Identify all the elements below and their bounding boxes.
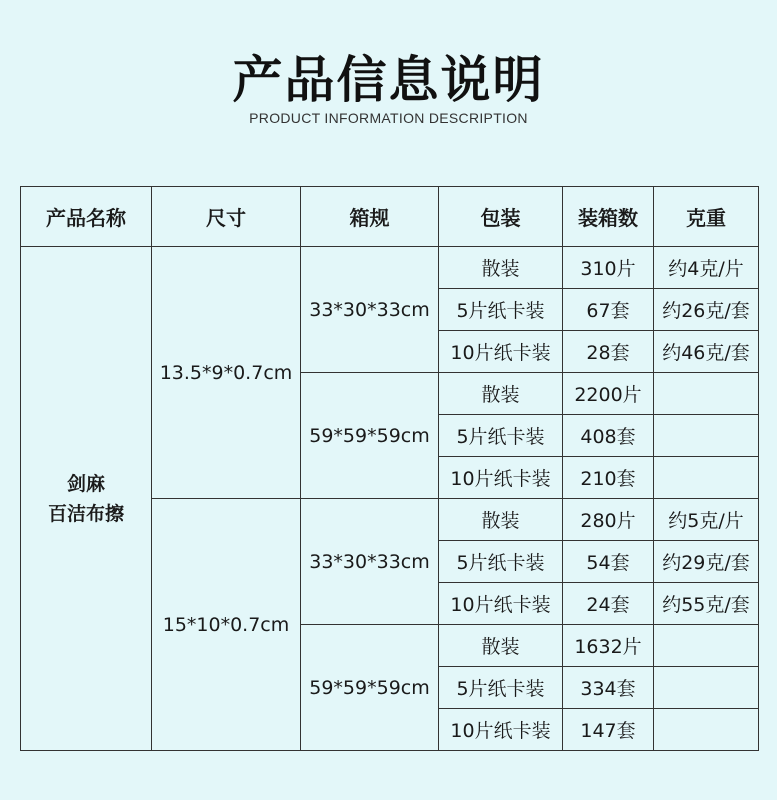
count-cell: 147套 bbox=[563, 709, 654, 751]
page-subtitle: PRODUCT INFORMATION DESCRIPTION bbox=[249, 110, 528, 126]
header-box-spec: 箱规 bbox=[301, 187, 439, 247]
product-name-line: 百洁布擦 bbox=[47, 502, 124, 525]
count-cell: 280片 bbox=[563, 499, 654, 541]
header-box-count: 装箱数 bbox=[563, 187, 654, 247]
weight-cell bbox=[654, 373, 759, 415]
box-spec-cell: 59*59*59cm bbox=[301, 373, 439, 499]
size-cell: 15*10*0.7cm bbox=[152, 499, 301, 751]
packaging-cell: 5片纸卡装 bbox=[439, 415, 563, 457]
box-spec-cell: 33*30*33cm bbox=[301, 499, 439, 625]
count-cell: 1632片 bbox=[563, 625, 654, 667]
weight-cell: 约29克/套 bbox=[654, 541, 759, 583]
weight-cell: 约46克/套 bbox=[654, 331, 759, 373]
table-header-row bbox=[21, 187, 759, 247]
box-spec-cell: 33*30*33cm bbox=[301, 247, 439, 373]
packaging-cell: 10片纸卡装 bbox=[439, 457, 563, 499]
count-cell: 67套 bbox=[563, 289, 654, 331]
weight-cell bbox=[654, 625, 759, 667]
count-cell: 334套 bbox=[563, 667, 654, 709]
count-cell: 210套 bbox=[563, 457, 654, 499]
product-name-line: 剑麻 bbox=[66, 472, 105, 495]
weight-cell bbox=[654, 667, 759, 709]
packaging-cell: 5片纸卡装 bbox=[439, 667, 563, 709]
count-cell: 2200片 bbox=[563, 373, 654, 415]
product-info-table bbox=[20, 186, 759, 751]
header-packaging: 包装 bbox=[439, 187, 563, 247]
weight-cell bbox=[654, 709, 759, 751]
packaging-cell: 散装 bbox=[439, 625, 563, 667]
count-cell: 24套 bbox=[563, 583, 654, 625]
box-spec-cell: 59*59*59cm bbox=[301, 625, 439, 751]
count-cell: 408套 bbox=[563, 415, 654, 457]
header-size: 尺寸 bbox=[152, 187, 301, 247]
packaging-cell: 散装 bbox=[439, 499, 563, 541]
size-cell: 13.5*9*0.7cm bbox=[152, 247, 301, 499]
packaging-cell: 散装 bbox=[439, 373, 563, 415]
header-product-name: 产品名称 bbox=[21, 187, 152, 247]
count-cell: 310片 bbox=[563, 247, 654, 289]
weight-cell bbox=[654, 457, 759, 499]
page-title: 产品信息说明 bbox=[232, 51, 545, 109]
count-cell: 54套 bbox=[563, 541, 654, 583]
weight-cell: 约4克/片 bbox=[654, 247, 759, 289]
weight-cell: 约55克/套 bbox=[654, 583, 759, 625]
count-cell: 28套 bbox=[563, 331, 654, 373]
weight-cell bbox=[654, 415, 759, 457]
weight-cell: 约26克/套 bbox=[654, 289, 759, 331]
packaging-cell: 5片纸卡装 bbox=[439, 289, 563, 331]
packaging-cell: 5片纸卡装 bbox=[439, 541, 563, 583]
packaging-cell: 10片纸卡装 bbox=[439, 331, 563, 373]
packaging-cell: 10片纸卡装 bbox=[439, 583, 563, 625]
packaging-cell: 散装 bbox=[439, 247, 563, 289]
product-name-cell bbox=[21, 247, 152, 751]
packaging-cell: 10片纸卡装 bbox=[439, 709, 563, 751]
weight-cell: 约5克/片 bbox=[654, 499, 759, 541]
table-row bbox=[21, 247, 759, 289]
header-weight: 克重 bbox=[654, 187, 759, 247]
